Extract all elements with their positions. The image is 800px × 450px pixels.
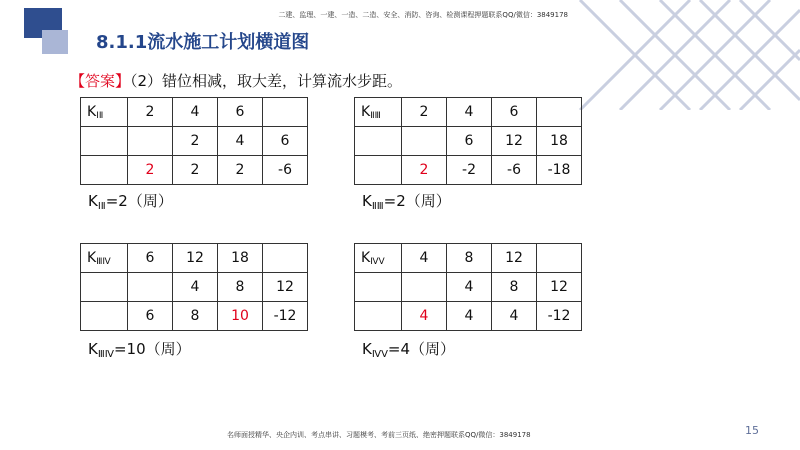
table-cell [402,156,447,185]
table-cell [402,273,447,302]
table-cell [128,127,173,156]
step-result-3: $K_{ⅢⅣ}=10$（周） [88,340,191,360]
table-cell: 4 [447,273,492,302]
table-cell: 6 [447,127,492,156]
table-row [355,98,582,127]
table-cell: -6 [492,156,537,185]
header-note: 二建、监理、一建、一造、二造、安全、消防、咨询、检测课程押题联系QQ/微信：3849178 [278,11,568,19]
step-result-2: $K_{ⅡⅢ}=2$（周） [362,192,451,212]
table-cell: -6 [263,156,308,185]
step-table-1 [80,97,308,185]
table-cell [128,156,173,185]
table-cell: 6 [492,98,537,127]
table-row [81,127,308,156]
step-table-2 [354,97,582,185]
table-cell: 2 [173,156,218,185]
page-number: 15 [745,424,759,437]
table-row [81,156,308,185]
answer-tag: 【答案】 [70,72,131,90]
table-cell [355,156,402,185]
footer-note: 名师面授精华、央企内训、考点串讲、习题模考、考前三页纸、绝密押题联系QQ/微信：3849178 [227,431,531,439]
step-result-4: $K_{ⅣⅤ}=4$（周） [362,340,456,360]
table-cell: 4 [447,302,492,331]
table-cell [263,244,308,273]
table-cell: 4 [173,273,218,302]
table-cell: 6 [128,302,173,331]
table-label-cell: $K_{ⅢⅣ}$ [81,244,128,273]
table-cell: 2 [173,127,218,156]
page-title: 8.1.1流水施工计划横道图 [96,32,310,53]
table-cell: 2 [128,98,173,127]
table-cell [537,98,582,127]
table-cell: 18 [218,244,263,273]
table-row [355,156,582,185]
table-cell [355,302,402,331]
table-cell [81,302,128,331]
table-row [81,273,308,302]
table-row [355,244,582,273]
table-cell: 8 [218,273,263,302]
table-row [81,302,308,331]
table-cell: -18 [537,156,582,185]
table-cell: 8 [492,273,537,302]
table-cell: 2 [402,98,447,127]
table-cell [355,127,402,156]
table-cell [355,273,402,302]
table-cell [81,127,128,156]
table-cell: 2 [218,156,263,185]
table-cell: 12 [492,127,537,156]
table-row [81,244,308,273]
table-cell: 8 [447,244,492,273]
decor-lattice [570,0,800,110]
table-cell [218,302,263,331]
table-cell [537,244,582,273]
table-row [81,98,308,127]
table-cell: 4 [447,98,492,127]
table-cell [263,98,308,127]
table-cell [402,127,447,156]
decor-square-light [42,30,68,54]
table-row [355,302,582,331]
table-label-cell: $K_{ⅡⅢ}$ [355,98,402,127]
table-cell: 4 [173,98,218,127]
table-cell: 12 [263,273,308,302]
table-label-cell: $K_{ⅠⅡ}$ [81,98,128,127]
highlight-value: 2 [145,162,155,178]
table-cell: 6 [128,244,173,273]
table-cell: 12 [537,273,582,302]
table-cell: 6 [263,127,308,156]
table-cell [128,273,173,302]
step-table-3 [80,243,308,331]
table-cell: -2 [447,156,492,185]
table-cell: 12 [173,244,218,273]
table-cell: 4 [492,302,537,331]
table-cell [81,273,128,302]
answer-text: （2）错位相减，取大差，计算流水步距。 [130,72,403,90]
table-row [355,127,582,156]
table-cell: 4 [402,244,447,273]
table-cell: -12 [263,302,308,331]
table-label-cell: $K_{ⅣⅤ}$ [355,244,402,273]
table-cell: 4 [218,127,263,156]
table-cell: 6 [218,98,263,127]
highlight-value: 10 [231,308,249,324]
table-cell: 12 [492,244,537,273]
table-cell: -12 [537,302,582,331]
table-cell [402,302,447,331]
table-cell [81,156,128,185]
step-table-4 [354,243,582,331]
highlight-value: 4 [419,308,429,324]
table-cell: 8 [173,302,218,331]
answer-line [70,70,402,91]
table-row [355,273,582,302]
step-result-1: $K_{ⅠⅡ}=2$（周） [88,192,173,212]
table-cell: 18 [537,127,582,156]
highlight-value: 2 [419,162,429,178]
